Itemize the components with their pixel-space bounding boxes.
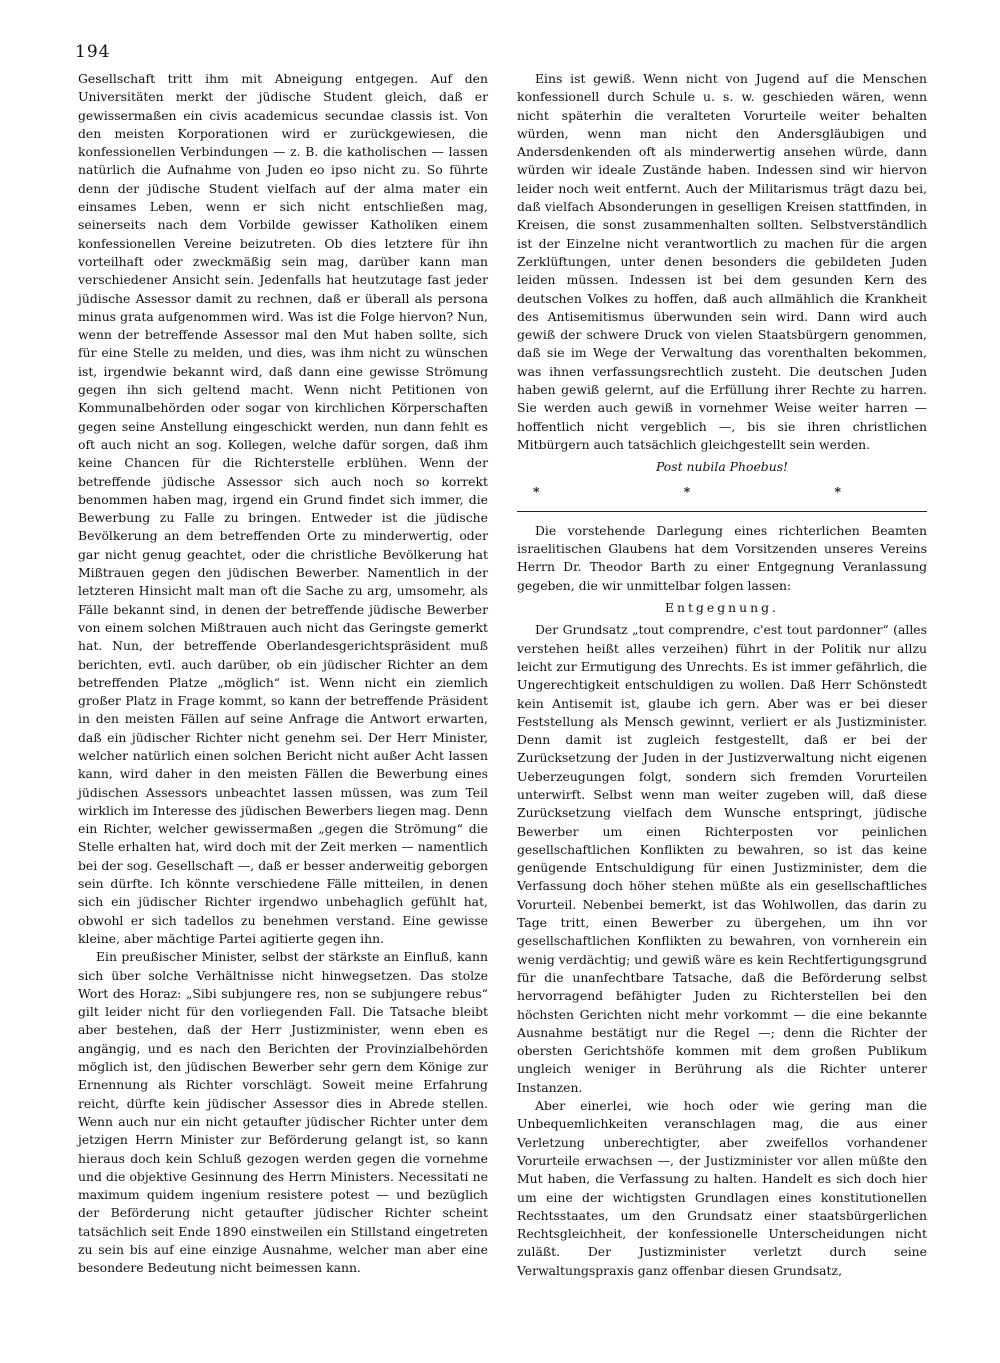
section-divider	[517, 511, 927, 512]
left-paragraph-2: Ein preußischer Minister, selbst der stärkste an Einfluß, kann sich über solche Verhältnisse nicht hinwegsetzen. Das stolze Wort des Horaz: „Sibi subjungere res, non se subjungere rebus“ gilt leider nicht für den vorliegenden Fall. Die Tatsache bleibt aber bestehen, daß der Herr Justizminister, wenn eben es angängig, und es nach den Berichten der Provinzialbehörden möglich ist, den jüdischen Bewerber sehr gern dem Könige zur Ernennung als Richter vorschlägt. Soweit meine Erfahrung reicht, dürfte kein jüdischer Assessor dies in Abrede stellen. Wenn auch nur ein nicht getaufter jüdischer Richter unter dem jetzigen Herrn Minister zur Beförderung gelangt ist, so kann hieraus doch kein Schluß gezogen werden gegen die vornehme und die objektive Gesinnung des Herrn Ministers. Necessitati ne maximum quidem ingenium resistere potest — und bezüglich der Beförderung nicht getaufter jüdischer Richter scheint tatsächlich seit Ende 1890 einstweilen ein Stillstand eingetreten zu sein bis auf eine einzige Ausnahme, welcher man aber eine besondere Bedeutung nicht beimessen kann.	[78, 949, 488, 1276]
section-stars: * * *	[532, 483, 912, 499]
reply-paragraph-2: Aber einerlei, wie hoch oder wie gering man die Unbequemlichkeiten veranschlagen mag, die aus einer Verletzung unberechtigter, aber zweifellos vorhandener Vorurteile erwachsen —, der Justizminister vor allen müßte den Mut haben, die Verfassung zu halten. Handelt es sich doch hier um eine der wichtigsten Grundlagen eines konstitutionellen Rechtsstaates, um den Grundsatz einer staatsbürgerlichen Rechtsgleichheit, der konfessionelle Unterscheidungen nicht zuläßt. Der Justizminister verletzt durch seine Verwaltungspraxis ganz offenbar diesen Grundsatz,	[517, 1098, 927, 1278]
reply-intro: Die vorstehende Darlegung eines richterlichen Beamten israelitischen Glaubens hat dem Vorsitzenden unseres Vereins Herrn Dr. Theodor Barth zu einer Entgegnung Veranlassung gegeben, die wir unmittelbar folgen lassen:	[517, 522, 927, 593]
reply-heading: Entgegnung.	[664, 600, 779, 616]
reply-paragraph-1: Der Grundsatz „tout comprendre, c'est tout pardonner“ (alles verstehen heißt alles verzeihen) führt in der Politik nur allzu leicht zur Ermutigung des Unrechts. Es ist immer gefährlich, die Ungerechtigkeit entschuldigen zu wollen. Daß Herr Schönstedt kein Antisemit ist, glaube ich gern. Aber was er bei dieser Feststellung als Mensch gewinnt, verliert er als Justizminister. Denn damit ist zugleich festgestellt, daß er bei der Zurücksetzung der Juden in der Justizverwaltung nicht eigenen Ueberzeugungen folgt, sondern sich fremden Vorurteilen unterwirft. Selbst wenn man weiter zugeben will, daß diese Zurücksetzung vielfach dem Wunsche entspringt, jüdische Bewerber um einen Richterposten vor peinlichen gesellschaftlichen Konflikten zu bewahren, so ist das keine genügende Entschuldigung für einen Justizminister, dem die Verfassung doch höher stehen müßte als ein gesellschaftliches Vorurteil. Nebenbei bemerkt, ist das Wohlwollen, das darin zu Tage tritt, einen Bewerber zu übergehen, um ihn vor gesellschaftlichen Konflikten zu bewahren, von vornherein ein wenig verdächtig; und gewiß wäre es kein Rechtfertigungsgrund für die unanfechtbare Tatsache, daß die Beförderung selbst hervorragend befähigter Juden zu Richterstellen bei den höchsten Gerichten nicht mehr vorkommt — die eine bekannte Ausnahme bestätigt nur die Regel —; denn die Richter der obersten Gerichtshöfe kommen mit dem großen Publikum ungleich weniger in Berührung als die Richter unterer Instanzen.	[517, 622, 927, 1095]
right-paragraph-1: Eins ist gewiß. Wenn nicht von Jugend auf die Menschen konfessionell durch Schule u. s. w. geschieden wären, wenn nicht späterhin die veralteten Vorurteile weiter behalten würden, wenn man nicht den Andersgläubigen und Andersdenkenden oft als minderwertig ansehen würde, dann würden wir ideale Zustände haben. Indessen sind wir hiervon leider noch weit entfernt. Auch der Militarismus trägt dazu bei, daß vielfach Absonderungen in geselligen Kreisen stattfinden, in Kreisen, die sonst zusammenhalten sollten. Selbstverständlich ist der Einzelne nicht verantwortlich zu machen für die argen Zerklüftungen, unter denen besonders die gebildeten Juden leiden müssen. Indessen ist bei dem gesunden Kern des deutschen Volkes zu hoffen, daß auch allmählich die Krankheit des Antisemitismus überwunden sein wird. Dann wird auch gewiß der schwere Druck von vielen Staatsbürgern genommen, daß sie im Wege der Verwaltung das vorenthalten bekommen, was ihnen verfassungsrechtlich zusteht. Die deutschen Juden haben gewiß gelernt, auf die Erfüllung ihrer Rechte zu harren. Sie werden auch gewiß in vornehmer Weise weiter harren — hoffentlich nicht vergeblich —, bis sie ihren christlichen Mitbürgern auch tatsächlich gleichgestellt sein werden.	[517, 71, 927, 452]
left-column	[78, 70, 488, 1278]
right-column	[517, 70, 927, 1280]
page-number: 194	[75, 42, 111, 62]
left-paragraph-1: Gesellschaft tritt ihm mit Abneigung entgegen. Auf den Universitäten merkt der jüdische Student gleich, daß er gewissermaßen ein civis academicus secundae classis ist. Von den meisten Korporationen wird er zurückgewiesen, die konfessionellen Verbindungen — z. B. die katholischen — lassen natürlich die Aufnahme von Juden eo ipso nicht zu. So führte denn der jüdische Student vielfach auf der alma mater ein einsames Leben, wenn er sich nicht entschließen mag, seinerseits nach dem Vorbilde gewisser Katholiken einem konfessionellen Vereine beizutreten. Ob dies letztere für ihn vorteilhaft oder zweckmäßig sein mag, darüber kann man verschiedener Ansicht sein. Jedenfalls hat heutzutage fast jeder jüdische Assessor damit zu rechnen, daß er überall als persona minus grata aufgenommen wird. Was ist die Folge hiervon? Nun, wenn der betreffende Assessor mal den Mut haben sollte, sich für eine Stelle zu melden, und dies, was ihm nicht zu wünschen ist, irgendwie bekannt wird, daß dann eine gewisse Strömung gegen ihn sich geltend macht. Wenn nicht Petitionen von Kommunalbehörden oder sogar von kirchlichen Körperschaften gegen seine Anstellung eingeschickt werden, nun dann fehlt es oft auch nicht an sog. Kollegen, welche dafür sorgen, daß ihm keine Chancen für die Richterstelle erblühen. Wenn der betreffende jüdische Assessor sich auch noch so korrekt benommen haben mag, irgend ein Grund findet sich immer, die Bewerbung zu Falle zu bringen. Entweder ist die jüdische Bevölkerung an dem betreffenden Orte zu minderwertig, oder gar nicht genug geachtet, oder die christliche Bevölkerung hat Mißtrauen gegen den jüdischen Bewerber. Namentlich in der letzteren Hinsicht malt man oft die Sache zu arg, umsomehr, als Fälle bekannt sind, in denen der betreffende jüdische Bewerber von einem solchen Mißtrauen auch nicht das Geringste gemerkt hat. Nun, der betreffende Oberlandesgerichtspräsident muß berichten, evtl. auch darüber, ob ein jüdischer Richter an dem betreffenden Platze „möglich“ ist. Wenn nicht ein ziemlich großer Platz in Frage kommt, so kann der betreffende Präsident in den meisten Fällen auf seine Anfrage die Antwort erwarten, daß ein jüdischer Richter nicht genehm sei. Der Herr Minister, welcher natürlich einen solchen Bericht nicht außer Acht lassen kann, wird daher in den meisten Fällen die Bewerbung eines jüdischen Assessors unbeachtet lassen müssen, was zum Teil wirklich im Interesse des jüdischen Bewerbers liegen mag. Denn ein Richter, welcher gewissermaßen „gegen die Strömung“ die Stelle erhalten hat, wird doch mit der Zeit merken — namentlich bei der sog. Gesellschaft —, daß er besser anderweitig geborgen sein dürfte. Ich könnte verschiedene Fälle mitteilen, in denen sich ein jüdischer Richter irgendwo unbehaglich gefühlt hat, obwohl er sich tadellos zu benehmen verstand. Eine gewisse kleine, aber mächtige Partei agitierte gegen ihn.	[78, 71, 488, 946]
motto: Post nubila Phoebus!	[655, 459, 789, 475]
